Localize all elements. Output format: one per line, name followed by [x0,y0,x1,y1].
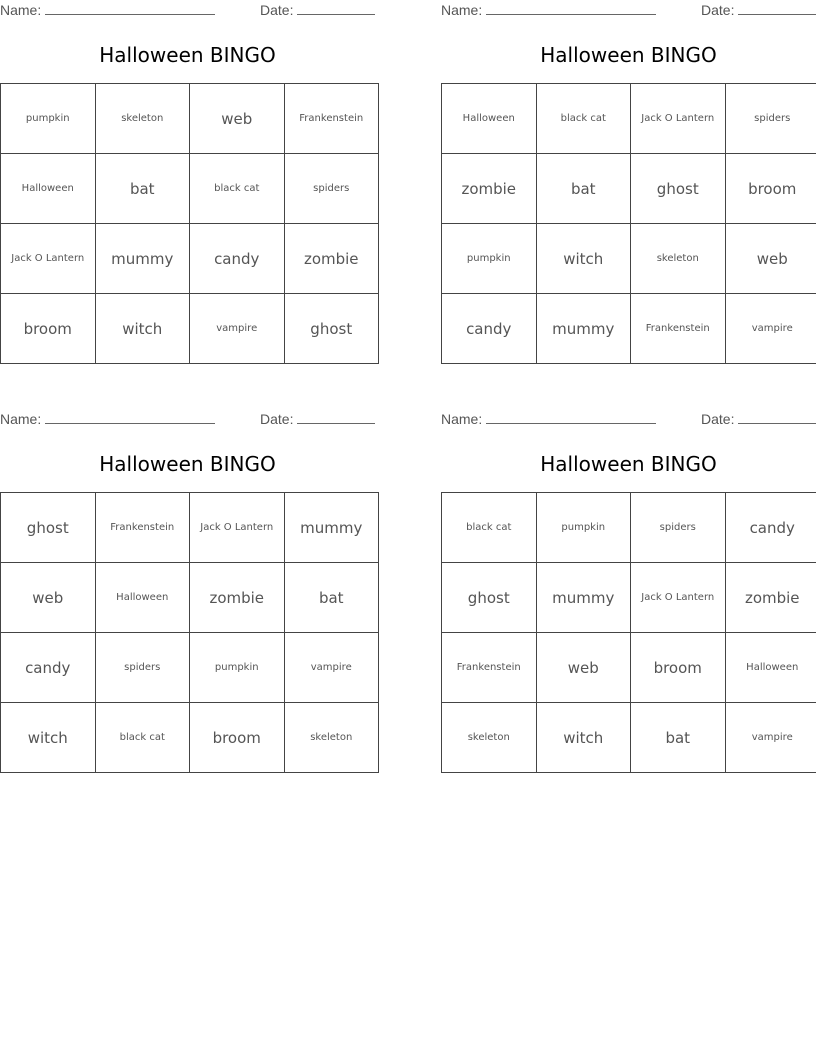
bingo-cell: Jack O Lantern [190,493,285,563]
grid-row [442,224,816,294]
grid-row [1,224,379,294]
bingo-cell: pumpkin [442,224,537,294]
name-field[interactable] [0,411,215,427]
bingo-cell: web [1,563,96,633]
date-field[interactable] [260,2,375,18]
bingo-cell: zombie [442,154,537,224]
bingo-cell: broom [1,294,96,364]
bingo-cell: skeleton [95,84,190,154]
date-blank-line[interactable] [297,411,375,424]
bingo-cell: Jack O Lantern [1,224,96,294]
bingo-cell: ghost [631,154,726,224]
bingo-cell: pumpkin [536,493,631,563]
bingo-cell: bat [284,563,379,633]
date-blank-line[interactable] [297,2,375,15]
name-label: Name: [0,411,42,427]
bingo-cell: Halloween [442,84,537,154]
bingo-cell: web [725,224,816,294]
card-title: Halloween BINGO [99,43,276,67]
name-blank-line[interactable] [486,411,656,424]
bingo-cell: Halloween [1,154,96,224]
bingo-cell: black cat [95,703,190,773]
bingo-cell: bat [536,154,631,224]
bingo-cell: pumpkin [190,633,285,703]
name-label: Name: [441,2,483,18]
bingo-cell: black cat [536,84,631,154]
bingo-cell: ghost [442,563,537,633]
bingo-card-3 [0,409,375,789]
bingo-card-2 [441,0,816,380]
bingo-cell: vampire [725,294,816,364]
bingo-cell: zombie [190,563,285,633]
grid-row [442,633,816,703]
date-field[interactable] [260,411,375,427]
bingo-cell: candy [442,294,537,364]
bingo-cell: candy [725,493,816,563]
bingo-cell: witch [536,703,631,773]
grid-row [442,84,816,154]
bingo-cell: spiders [95,633,190,703]
bingo-cell: skeleton [442,703,537,773]
grid-row [1,294,379,364]
bingo-grid [0,492,379,773]
bingo-grid [441,492,816,773]
bingo-cell: Frankenstein [284,84,379,154]
bingo-cell: zombie [284,224,379,294]
grid-row [1,154,379,224]
bingo-cell: zombie [725,563,816,633]
bingo-cell: black cat [442,493,537,563]
name-field[interactable] [441,2,656,18]
bingo-cell: spiders [725,84,816,154]
bingo-cell: Frankenstein [442,633,537,703]
bingo-cell: skeleton [631,224,726,294]
grid-row [1,633,379,703]
bingo-cell: mummy [284,493,379,563]
bingo-cell: vampire [190,294,285,364]
date-field[interactable] [701,411,816,427]
date-blank-line[interactable] [738,2,816,15]
bingo-cell: skeleton [284,703,379,773]
grid-row [442,154,816,224]
date-label: Date: [701,411,735,427]
name-blank-line[interactable] [486,2,656,15]
bingo-cell: Jack O Lantern [631,84,726,154]
card-title: Halloween BINGO [540,43,717,67]
grid-row [1,703,379,773]
bingo-cell: candy [1,633,96,703]
bingo-cell: Jack O Lantern [631,563,726,633]
bingo-cell: black cat [190,154,285,224]
bingo-cell: mummy [95,224,190,294]
date-blank-line[interactable] [738,411,816,424]
name-field[interactable] [441,411,656,427]
name-blank-line[interactable] [45,411,215,424]
date-label: Date: [701,2,735,18]
bingo-cell: candy [190,224,285,294]
bingo-cell: mummy [536,563,631,633]
bingo-cell: mummy [536,294,631,364]
bingo-cell: Halloween [95,563,190,633]
bingo-cell: pumpkin [1,84,96,154]
name-blank-line[interactable] [45,2,215,15]
grid-row [1,493,379,563]
bingo-cell: Frankenstein [631,294,726,364]
bingo-cell: web [190,84,285,154]
bingo-cell: spiders [284,154,379,224]
grid-row [442,294,816,364]
date-label: Date: [260,2,294,18]
name-field[interactable] [0,2,215,18]
bingo-cell: vampire [725,703,816,773]
grid-row [442,563,816,633]
bingo-grid [441,83,816,364]
bingo-card-1 [0,0,375,380]
bingo-cell: ghost [1,493,96,563]
name-label: Name: [0,2,42,18]
date-field[interactable] [701,2,816,18]
bingo-cell: broom [190,703,285,773]
bingo-grid [0,83,379,364]
bingo-cell: witch [1,703,96,773]
card-title: Halloween BINGO [99,452,276,476]
grid-row [442,703,816,773]
bingo-cell: broom [725,154,816,224]
date-label: Date: [260,411,294,427]
bingo-cell: web [536,633,631,703]
bingo-card-4 [441,409,816,789]
bingo-cell: witch [536,224,631,294]
bingo-cell: broom [631,633,726,703]
name-label: Name: [441,411,483,427]
bingo-cell: Frankenstein [95,493,190,563]
bingo-cell: spiders [631,493,726,563]
card-title: Halloween BINGO [540,452,717,476]
bingo-cell: ghost [284,294,379,364]
bingo-cell: witch [95,294,190,364]
bingo-cell: Halloween [725,633,816,703]
bingo-cell: bat [95,154,190,224]
grid-row [442,493,816,563]
bingo-cell: vampire [284,633,379,703]
bingo-cell: bat [631,703,726,773]
grid-row [1,84,379,154]
grid-row [1,563,379,633]
